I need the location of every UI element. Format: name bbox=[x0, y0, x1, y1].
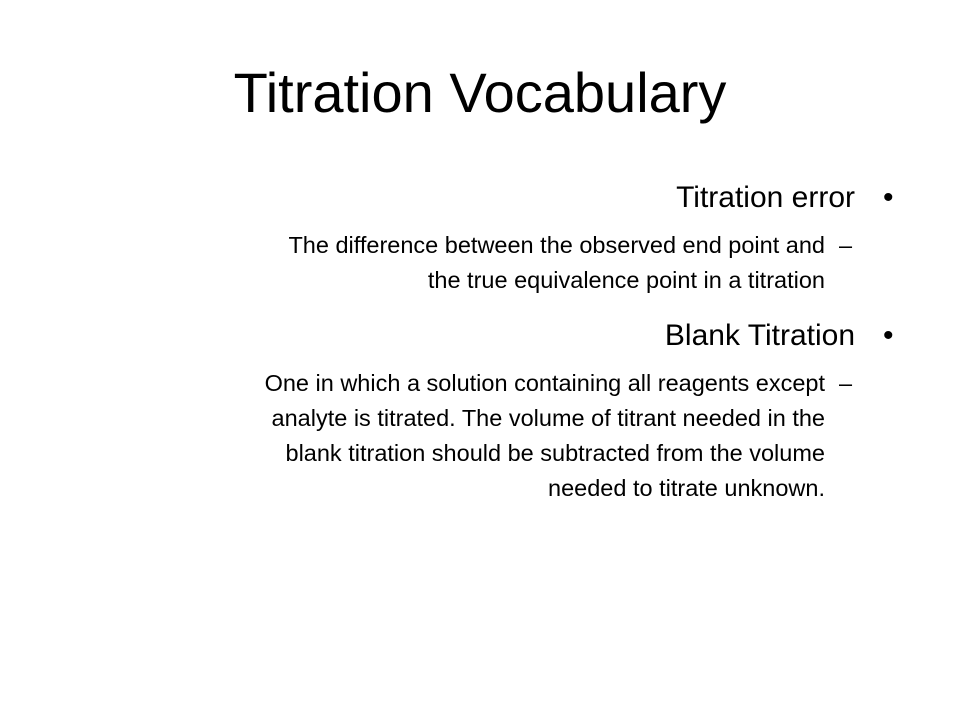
definition-line: the true equivalence point in a titration bbox=[427, 267, 825, 293]
bullet-titration-error bbox=[0, 180, 960, 216]
dash-icon: – bbox=[839, 370, 853, 396]
slide-title: Titration Vocabulary bbox=[233, 61, 727, 124]
term-blank-titration: Blank Titration bbox=[664, 319, 855, 352]
bullet-icon: • bbox=[883, 319, 894, 352]
definition-line: analyte is titrated. The volume of titrant needed in the bbox=[271, 405, 825, 431]
definition-titration-error bbox=[288, 228, 825, 298]
dash-icon: – bbox=[839, 232, 853, 258]
bullet-blank-titration bbox=[0, 318, 960, 354]
sub-bullet-titration-error-definition bbox=[0, 228, 960, 300]
definition-blank-titration bbox=[265, 366, 825, 506]
bullet-icon: • bbox=[883, 181, 894, 214]
term-titration-error: Titration error bbox=[676, 181, 855, 214]
definition-line: One in which a solution containing all reagents except bbox=[264, 370, 825, 396]
sub-bullet-blank-titration-definition bbox=[0, 366, 960, 506]
definition-line: needed to titrate unknown. bbox=[548, 475, 825, 501]
definition-line: blank titration should be subtracted from the volume bbox=[285, 440, 825, 466]
definition-line: The difference between the observed end point and bbox=[288, 232, 825, 258]
